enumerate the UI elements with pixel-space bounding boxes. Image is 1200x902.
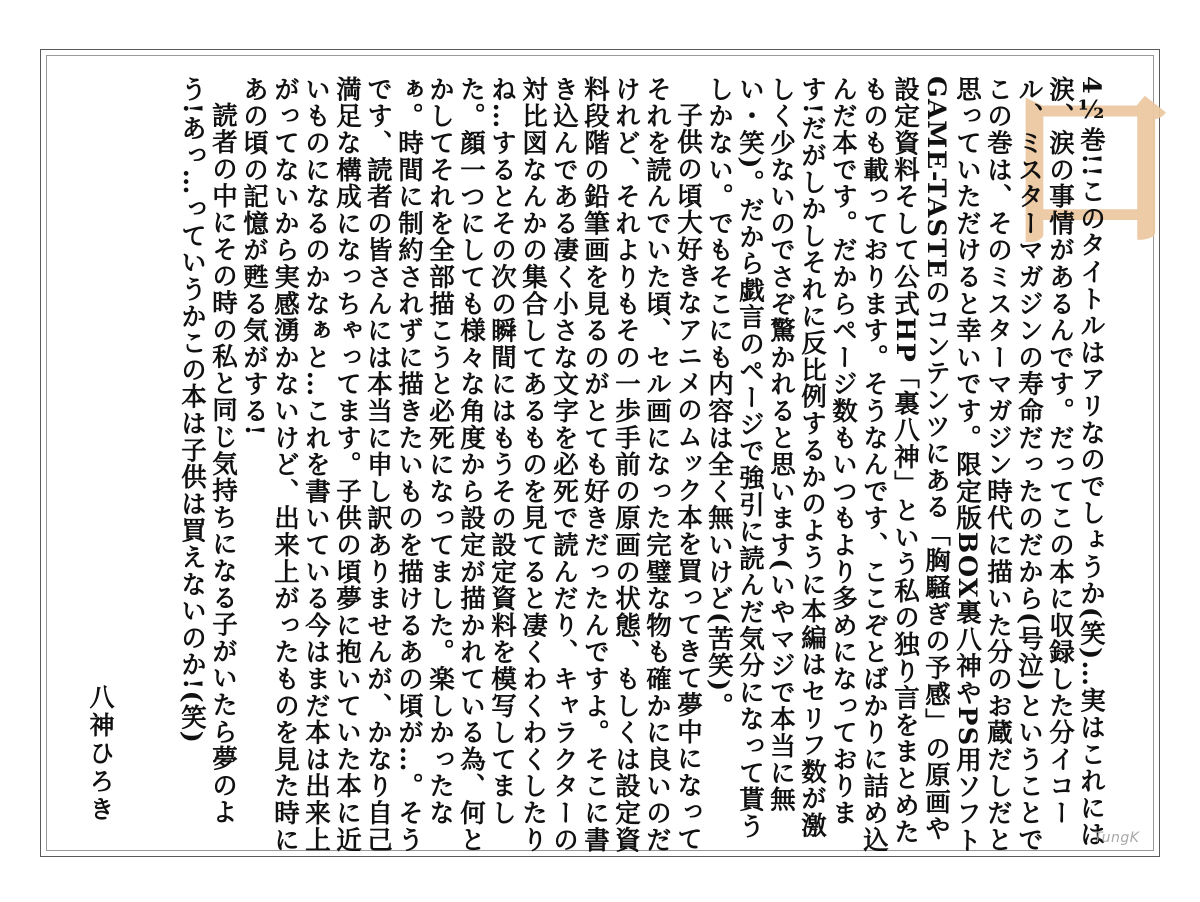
scanner-watermark: TungK <box>1094 830 1140 846</box>
paragraph-1: 4½巻!!このタイトルはアリなのでしょうか(笑)…実はこれには涙、涙の事情があるんです。だってこの本に収録した分イコール、ミスターマガジンの寿命だったのだから(号泣)ということでこの巻は、そのミスターマガジン時代に描いた分のお蔵だしだと思っていただけると幸いです。限定版BOX裏八神やPS用ソフトGAME-TASTEのコンテンツにある「胸騒ぎの予感」の原画や設定資料そして公式HP「裏八神」という私の独り言をまとめたものも載っております。そうなんです、ここぞとばかりに詰め込んだ本です。だからページ数もいつもより多めになっております!だがしかしそれに反比例するかのように本編はセリフ数が激しく少ないのでさぞ驚かれると思います(いやマジで本当に無い・笑)。だから戯言のページで強引に読んだ気分になって貰うしかない。でもそこにも内容は全く無いけど(苦笑)。 <box>704 76 1106 854</box>
title-kanji: 口 <box>1000 64 1181 275</box>
paragraph-3: 読者の中にその時の私と同じ気持ちになる子がいたら夢のよう!あっ…っていうかこの本は子供は買えないのか!(笑) <box>177 76 238 826</box>
paragraph-2: 子供の頃大好きなアニメのムック本を買ってきて夢中になってそれを読んでいた頃、セル画になった完璧な物も確かに良いのだけれど、それよりもその一歩手前の原画の状態、もしくは設定資料段階の鉛筆画を見るのがとても好きだったんですよ。そこに書き込んである凄く小さな文字を必死で読んだり、キャラクターの対比図なんかの集合してあるものを見てると凄くわくわくしたりね…するとその次の瞬間にはもうその設定資料を模写してました。顔一つにしても様々な角度から設定が描かれている為、何とかしてそれを全部描こうと必死になってました。楽しかったなぁ。時間に制約されずに描きたいものを描けるあの頃が…。そうです、読者の皆さんには本当に申し訳ありませんが、かなり自己満足な構成になっちゃってます。子供の頃夢に抱いていた本に近いものになるのかなぁと…これを書いている今はまだ本は出来上がってないから実感湧かないけど、出来上がったものを見た時にあの頃の記憶が甦る気がする! <box>239 76 703 854</box>
author-name: 八神ひろき <box>86 684 115 824</box>
afterword-body <box>176 76 1106 856</box>
